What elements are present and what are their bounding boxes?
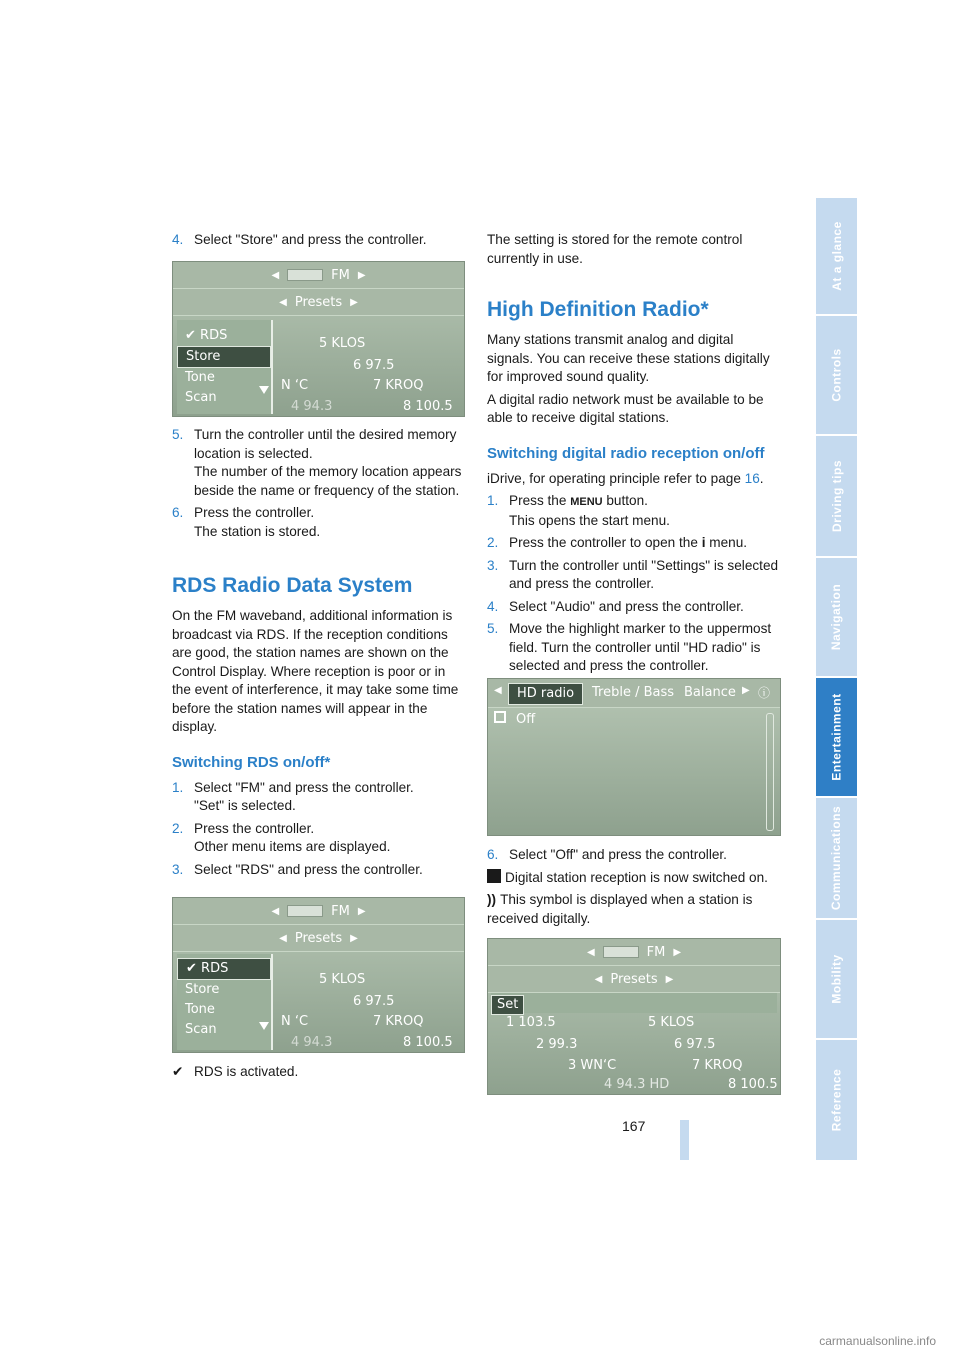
- station-8[interactable]: 8 100.5: [403, 1035, 453, 1050]
- footer-watermark: carmanualsonline.info: [819, 1334, 936, 1348]
- rds-step-3: 3. Select "RDS" and press the controller.: [172, 861, 423, 877]
- station-5[interactable]: 5 KLOS: [319, 972, 366, 987]
- presets-bar: ◀ Presets ▶: [488, 966, 780, 993]
- info-icon[interactable]: ⓘ: [758, 686, 771, 700]
- screenshot-hd-radio-settings: [487, 678, 781, 836]
- menu-item-rds[interactable]: ✔ RDS: [185, 328, 228, 343]
- station-3[interactable]: N ‘C: [281, 378, 309, 393]
- station-1[interactable]: 1 103.5: [506, 1015, 556, 1030]
- rds-activated-line: ✔ RDS is activated.: [172, 1063, 464, 1086]
- hd-signal-icon: )): [487, 892, 497, 907]
- rds-paragraph: On the FM waveband, additional information is broadcast via RDS. If the reception conditions are good, the station names are shown on the Control Display. Where reception is poor or in the event of interference, it may take some time before the station names will appear in the display.: [172, 608, 459, 734]
- tab-hd-radio[interactable]: HD radio: [508, 683, 583, 705]
- station-8[interactable]: 8 100.5: [728, 1077, 778, 1092]
- page-marker: [680, 1120, 689, 1160]
- digital-switch-heading: Switching digital radio reception on/off: [487, 444, 765, 462]
- band-bar: ◀ FM ▶: [173, 898, 464, 925]
- set-button[interactable]: Set: [491, 995, 524, 1015]
- tab-label: Communications: [829, 805, 844, 911]
- scroll-down-icon: [259, 386, 269, 394]
- band-bar: ◀ FM ▶: [173, 262, 464, 289]
- tab-label: Controls: [829, 348, 844, 402]
- checkmark-icon: ✔: [172, 1064, 184, 1079]
- left-arrow-icon: ◀: [494, 685, 502, 696]
- left-column: [172, 231, 464, 254]
- sidebar-tab-mobility[interactable]: [816, 920, 857, 1040]
- hd-paragraph-1: Many stations transmit analog and digital signals. You can receive these stations digitally for improved sound quality.: [487, 332, 770, 384]
- hd-step-6: 6. Select "Off" and press the controller.: [487, 847, 727, 862]
- popup-menu: [177, 320, 273, 414]
- menu-item-scan[interactable]: Scan: [185, 1022, 217, 1037]
- info-icon: i: [701, 535, 706, 550]
- tab-label: At a glance: [829, 221, 844, 291]
- hd-step-2: 2. Press the controller to open the i menu.: [487, 535, 748, 550]
- tab-label: Entertainment: [829, 693, 844, 781]
- step-4: 4. Select "Store" and press the controller.: [172, 232, 427, 247]
- step-6: 6. Press the controller. The station is stored.: [172, 505, 321, 539]
- tab-balance[interactable]: Balance: [684, 685, 736, 700]
- hd-symbol-line: )) This symbol is displayed when a station is received digitally.: [487, 892, 753, 926]
- station-7[interactable]: 7 KROQ: [373, 378, 424, 393]
- checkbox-icon: [494, 711, 506, 723]
- settings-tab-bar: [488, 679, 780, 708]
- right-column: [487, 231, 779, 680]
- screenshot-rds-menu: [172, 897, 465, 1053]
- station-8[interactable]: 8 100.5: [403, 399, 453, 414]
- tab-label: Navigation: [829, 583, 844, 651]
- station-3[interactable]: 3 WN‘C: [568, 1058, 617, 1073]
- idrive-reference: iDrive, for operating principle refer to page 16.: [487, 470, 764, 486]
- presets-bar: ◀ Presets ▶: [173, 925, 464, 952]
- hd-step-1: 1. Press the MENU button. This opens the start menu.: [487, 493, 670, 528]
- left-column-2: [172, 426, 464, 883]
- tab-treble-bass[interactable]: Treble / Bass: [592, 685, 675, 700]
- set-row: [491, 993, 777, 1013]
- page-link[interactable]: 16: [744, 470, 760, 486]
- sidebar-tab-at-a-glance[interactable]: [816, 198, 857, 316]
- menu-item-store[interactable]: Store: [177, 346, 271, 368]
- screenshot-presets-hd: [487, 938, 781, 1095]
- sidebar-tab-driving-tips[interactable]: [816, 436, 857, 558]
- hd-step-4: 4. Select "Audio" and press the controller.: [487, 598, 744, 614]
- sidebar-tab-controls[interactable]: [816, 316, 857, 436]
- rds-step-2: 2. Press the controller. Other menu items are displayed.: [172, 820, 391, 854]
- band-bar: ◀ FM ▶: [488, 939, 780, 966]
- station-4[interactable]: 4 94.3: [291, 399, 333, 414]
- tab-label: Reference: [829, 1068, 844, 1132]
- station-3[interactable]: N ‘C: [281, 1014, 309, 1029]
- station-6[interactable]: 6 97.5: [353, 358, 395, 373]
- scrollbar[interactable]: [766, 713, 774, 831]
- option-off[interactable]: Off: [494, 711, 535, 727]
- scroll-down-icon: [259, 1022, 269, 1030]
- tab-label: Mobility: [829, 954, 844, 1004]
- menu-item-scan[interactable]: Scan: [185, 390, 217, 405]
- popup-menu: [177, 954, 273, 1050]
- screenshot-store-menu: [172, 261, 465, 417]
- digital-on-line: Digital station reception is now switched on.: [487, 869, 779, 888]
- hd-radio-heading: High Definition Radio*: [487, 298, 709, 321]
- menu-item-tone[interactable]: Tone: [185, 370, 215, 385]
- sidebar-tab-communications[interactable]: [816, 798, 857, 920]
- menu-button-icon: MENU: [570, 496, 603, 508]
- menu-item-store[interactable]: Store: [185, 982, 220, 997]
- station-5[interactable]: 5 KLOS: [319, 336, 366, 351]
- station-4[interactable]: 4 94.3 HD: [604, 1077, 670, 1092]
- menu-item-rds[interactable]: ✔ RDS: [177, 958, 271, 980]
- right-column-2: [487, 846, 779, 932]
- filled-checkbox-icon: [487, 869, 501, 883]
- sidebar-tab-navigation[interactable]: [816, 558, 857, 678]
- station-7[interactable]: 7 KROQ: [692, 1058, 743, 1073]
- step-5: 5. Turn the controller until the desired memory location is selected. The number of the memory location appears beside the name or frequency of the station.: [172, 427, 462, 498]
- sidebar-tab-entertainment[interactable]: [816, 678, 857, 798]
- station-5[interactable]: 5 KLOS: [648, 1015, 695, 1030]
- intro-text: The setting is stored for the remote control currently in use.: [487, 232, 743, 266]
- menu-item-tone[interactable]: Tone: [185, 1002, 215, 1017]
- station-6[interactable]: 6 97.5: [674, 1037, 716, 1052]
- tab-label: Driving tips: [829, 459, 844, 533]
- hd-step-5: 5. Move the highlight marker to the uppermost field. Turn the controller until "HD radio" is selected and press the controller.: [487, 621, 772, 673]
- rds-step-1: 1. Select "FM" and press the controller. "Set" is selected.: [172, 779, 414, 813]
- station-7[interactable]: 7 KROQ: [373, 1014, 424, 1029]
- right-arrow-icon: ▶: [742, 685, 750, 696]
- sidebar-tab-reference[interactable]: [816, 1040, 857, 1162]
- switching-rds-heading: Switching RDS on/off*: [172, 753, 331, 771]
- presets-bar: ◀ Presets ▶: [173, 289, 464, 316]
- page-number: 167: [622, 1118, 646, 1134]
- station-4[interactable]: 4 94.3: [291, 1035, 333, 1050]
- hd-paragraph-2: A digital radio network must be available to be able to receive digital stations.: [487, 391, 764, 425]
- rds-heading: RDS Radio Data System: [172, 574, 413, 597]
- station-6[interactable]: 6 97.5: [353, 994, 395, 1009]
- station-2[interactable]: 2 99.3: [536, 1037, 578, 1052]
- hd-step-3: 3. Turn the controller until "Settings" is selected and press the controller.: [487, 557, 779, 591]
